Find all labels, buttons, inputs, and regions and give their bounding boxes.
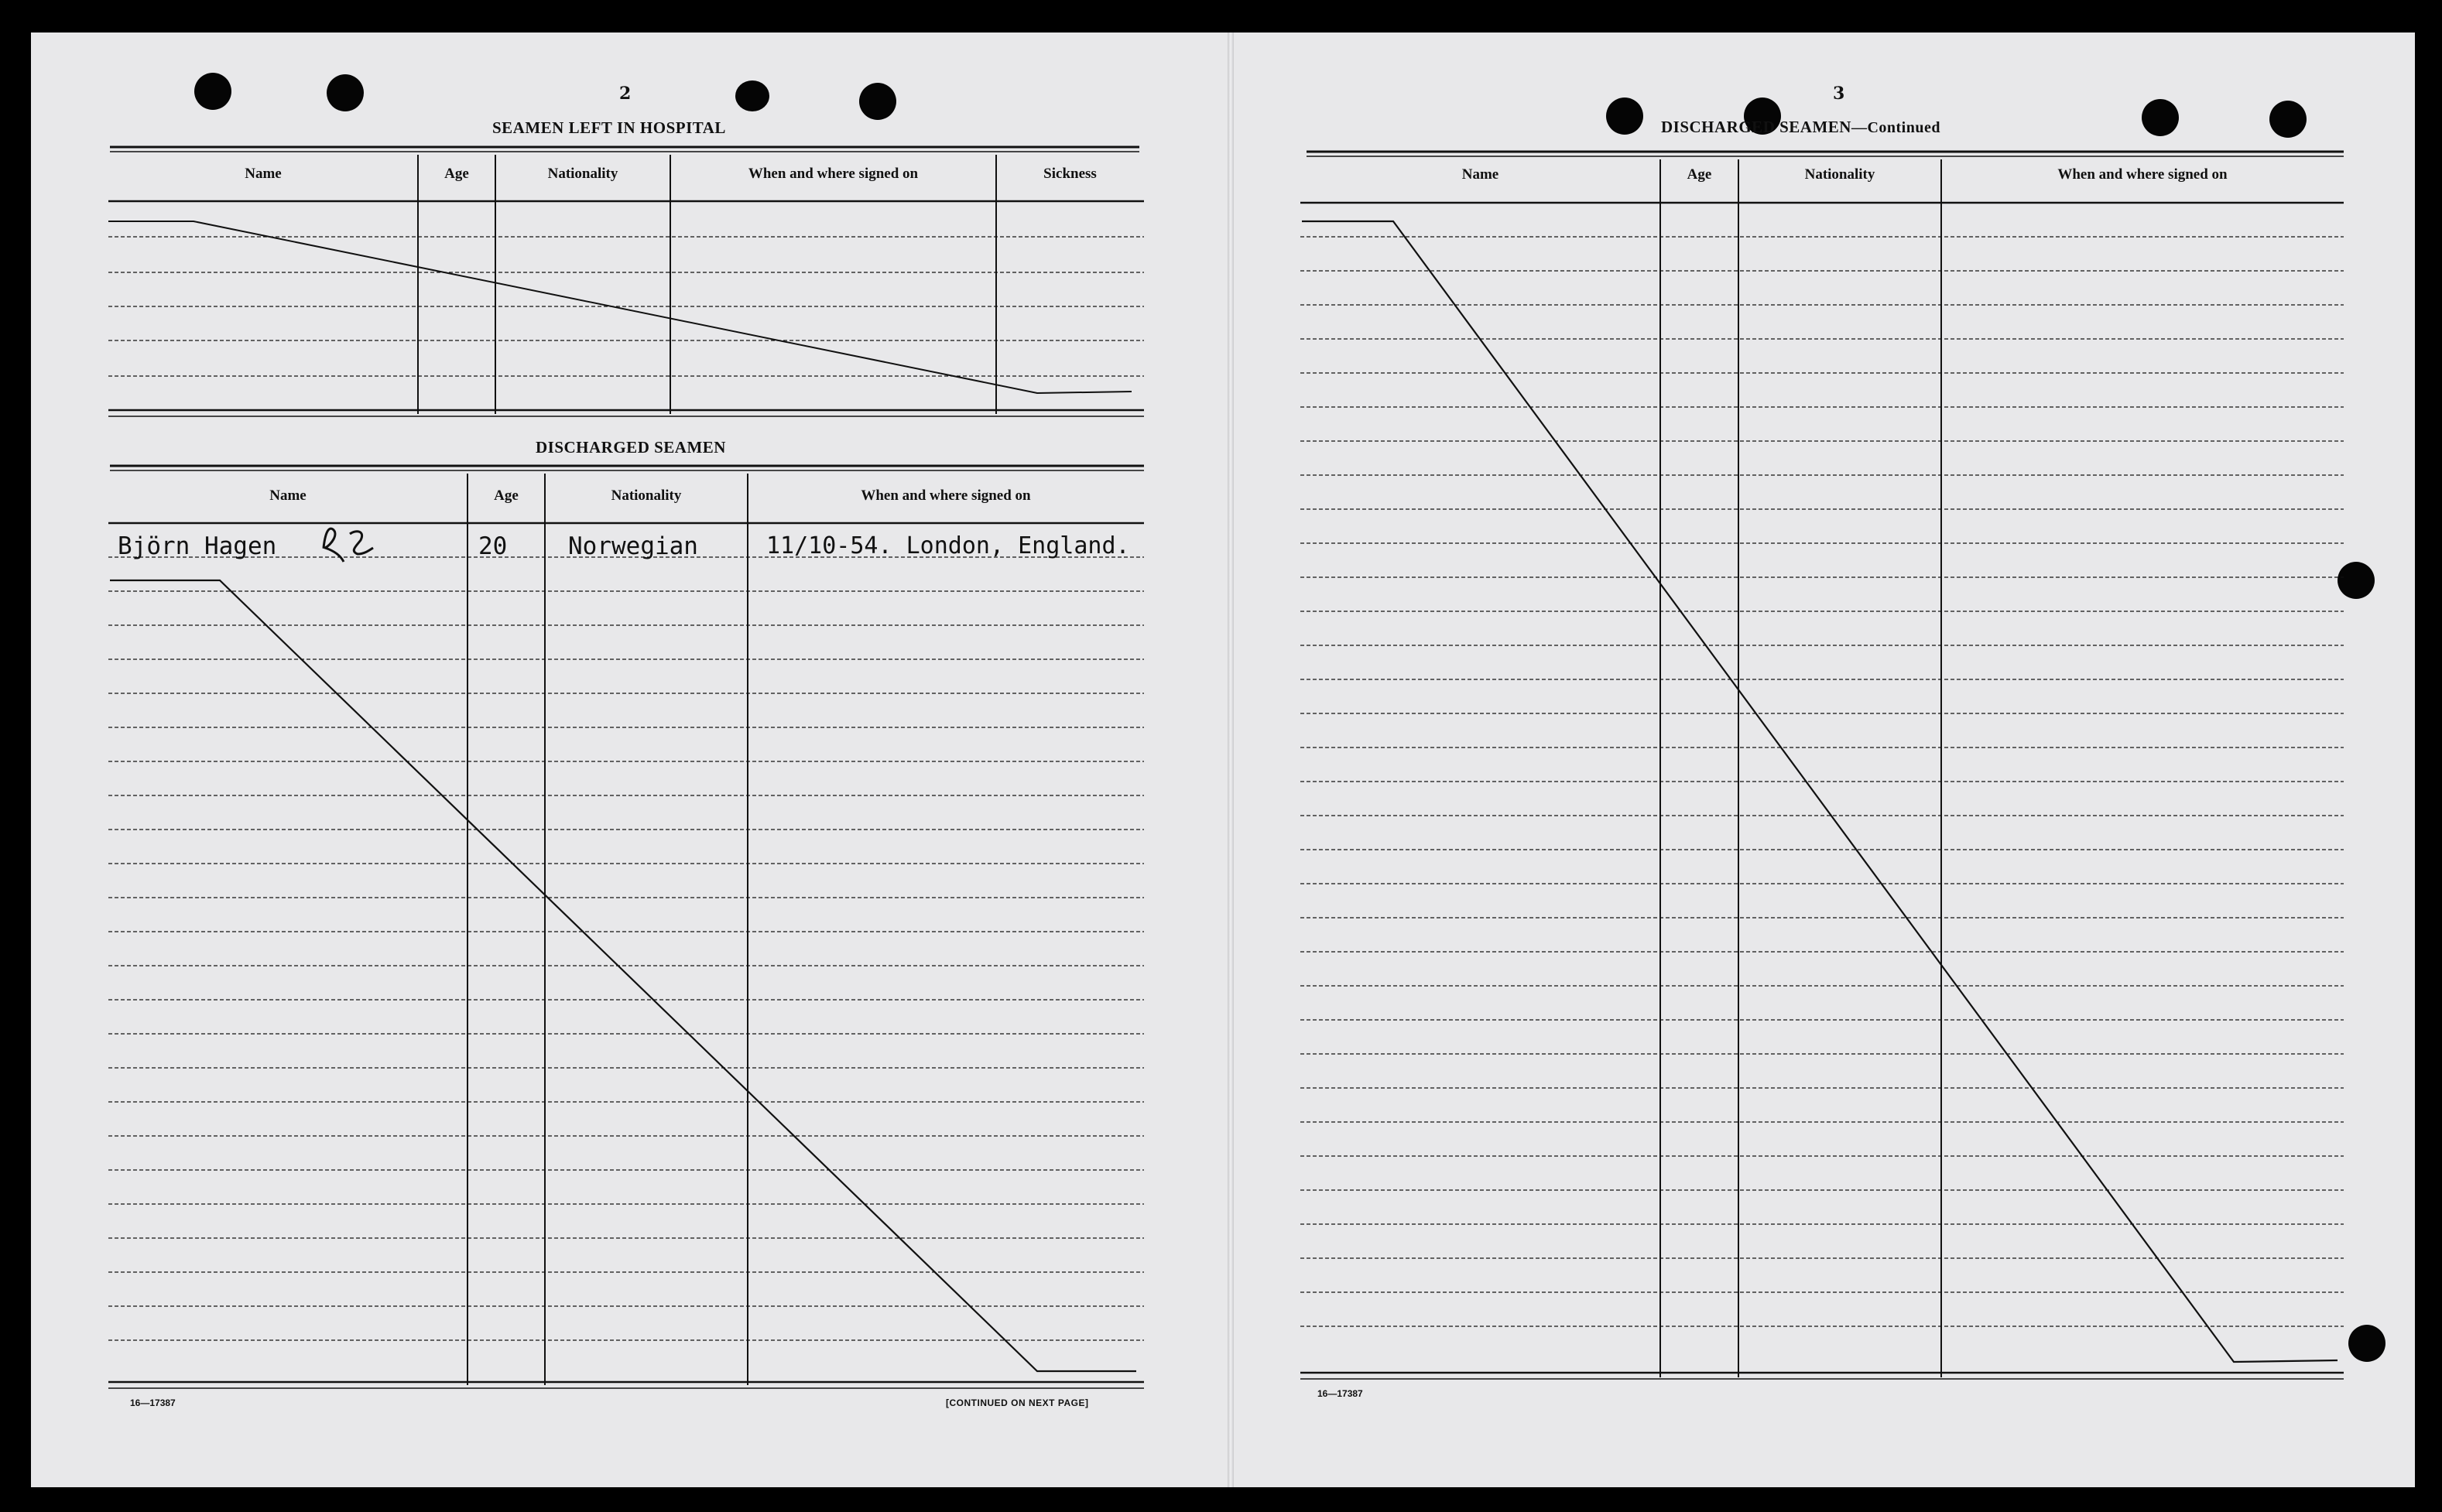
- column-header-age: Age: [494, 487, 519, 504]
- column-header-name: Name: [245, 166, 282, 182]
- column-header-signed-on: When and where signed on: [748, 166, 919, 182]
- section-title-text: DISCHARGED SEAMEN: [1661, 118, 1851, 136]
- column-header-signed-on: When and where signed on: [861, 487, 1031, 504]
- column-header-name: Name: [269, 487, 307, 504]
- column-header-signed-on: When and where signed on: [2057, 166, 2228, 183]
- section-title-discharged-continued: [1661, 118, 1940, 137]
- column-header-sickness: Sickness: [1043, 166, 1097, 182]
- column-header-age: Age: [444, 166, 469, 182]
- entry-name: Björn Hagen: [118, 532, 277, 560]
- page-number: 3: [1833, 84, 1845, 104]
- entry-signed-on: 11/10-54. London, England.: [766, 532, 1130, 559]
- page-number: 2: [619, 84, 632, 104]
- section-title-discharged: DISCHARGED SEAMEN: [536, 438, 726, 457]
- form-code: 16—17387: [1317, 1388, 1363, 1399]
- form-code: 16—17387: [130, 1397, 176, 1408]
- column-header-nationality: Nationality: [611, 487, 682, 504]
- section-title-hospital: SEAMEN LEFT IN HOSPITAL: [492, 118, 726, 137]
- entry-nationality: Norwegian: [568, 532, 698, 560]
- column-header-nationality: Nationality: [1804, 166, 1875, 183]
- column-header-nationality: Nationality: [547, 166, 618, 182]
- column-header-age: Age: [1687, 166, 1712, 183]
- continued-note: [CONTINUED ON NEXT PAGE]: [946, 1397, 1089, 1408]
- column-header-name: Name: [1461, 166, 1499, 183]
- entry-age: 20: [478, 532, 508, 560]
- continued-suffix: —Continued: [1851, 119, 1940, 136]
